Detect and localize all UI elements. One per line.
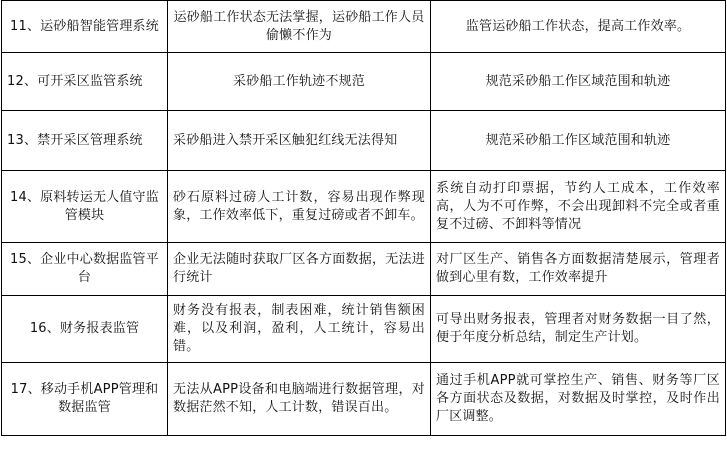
problem-cell: 运砂船工作状态无法掌握，运砂船工作人员偷懒不作为: [168, 1, 431, 53]
module-cell: 16、财务报表监管: [2, 296, 168, 363]
module-cell: 12、可开采区监管系统: [2, 53, 168, 111]
table-row: [2, 296, 726, 363]
module-cell: 11、运砂船智能管理系统: [2, 1, 168, 53]
problem-cell: 砂石原料过磅人工计数，容易出现作弊现象，工作效率低下，重复过磅或者不卸车。: [168, 171, 431, 243]
solution-cell: 监管运砂船工作状态，提高工作效率。: [431, 1, 726, 53]
table-row: [2, 1, 726, 53]
solution-cell: 系统自动打印票据，节约人工成本，工作效率高，人为不可作弊，不会出现卸料不完全或者重复不过磅、不卸料等情况: [431, 171, 726, 243]
problem-cell: 无法从APP设备和电脑端进行数据管理，对数据茫然不知，人工计数，错误百出。: [168, 363, 431, 436]
solution-cell: 规范采砂船工作区域范围和轨迹: [431, 111, 726, 171]
table-row: [2, 363, 726, 436]
table-row: [2, 53, 726, 111]
feature-table: [1, 0, 726, 436]
solution-cell: 可导出财务报表，管理者对财务数据一目了然，便于年度分析总结，制定生产计划。: [431, 296, 726, 363]
solution-cell: 对厂区生产、销售各方面数据清楚展示，管理者做到心里有数，工作效率提升: [431, 243, 726, 296]
problem-cell: 企业无法随时获取厂区各方面数据，无法进行统计: [168, 243, 431, 296]
table-row: [2, 171, 726, 243]
module-cell: 14、原料转运无人值守监管模块: [2, 171, 168, 243]
solution-cell: 通过手机APP就可掌控生产、销售、财务等厂区各方面状态及数据，对数据及时掌控，及时作出厂区调整。: [431, 363, 726, 436]
module-cell: 13、禁开采区管理系统: [2, 111, 168, 171]
problem-cell: 财务没有报表，制表困难，统计销售额困难，以及利润，盈利，人工统计，容易出错。: [168, 296, 431, 363]
problem-cell: 采砂船工作轨迹不规范: [168, 53, 431, 111]
module-cell: 17、移动手机APP管理和数据监管: [2, 363, 168, 436]
module-cell: 15、企业中心数据监管平台: [2, 243, 168, 296]
table-row: [2, 243, 726, 296]
solution-cell: 规范采砂船工作区域范围和轨迹: [431, 53, 726, 111]
problem-cell: 采砂船进入禁开采区触犯红线无法得知: [168, 111, 431, 171]
table-row: [2, 111, 726, 171]
